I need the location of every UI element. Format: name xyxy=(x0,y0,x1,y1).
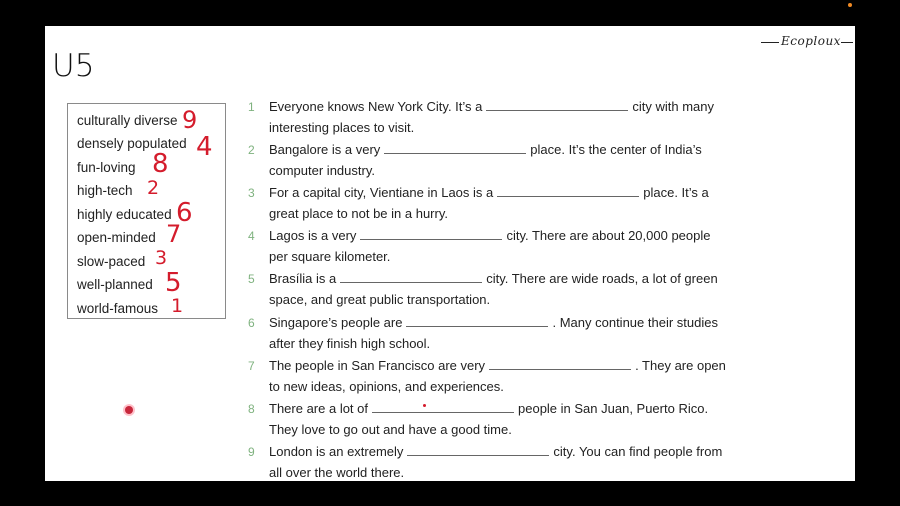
text-after: . Many continue their studies xyxy=(552,315,718,330)
handwritten-answer: 3 xyxy=(155,247,168,269)
word-bank-item xyxy=(77,207,172,222)
text-after: city. There are wide roads, a lot of green xyxy=(486,271,718,286)
text-after: city with many xyxy=(632,99,715,114)
handwritten-answer: 8 xyxy=(152,149,169,179)
item-line-1 xyxy=(269,358,726,373)
text-after: city. There are about 20,000 people xyxy=(506,228,711,243)
word-bank-item xyxy=(77,301,158,316)
answer-blank[interactable] xyxy=(486,100,628,111)
word-label: open-minded xyxy=(77,230,156,245)
text-after: people in San Juan, Puerto Rico. xyxy=(518,401,709,416)
item-line-2: after they finish high school. xyxy=(269,336,431,351)
text-before: Bangalore is a very xyxy=(269,142,381,157)
word-label: fun-loving xyxy=(77,160,136,175)
logo-line-left xyxy=(761,42,779,43)
item-number: 4 xyxy=(248,229,255,243)
item-line-2: computer industry. xyxy=(269,163,375,178)
logo-text: Ecoploux xyxy=(781,34,841,48)
text-after: city. You can find people from xyxy=(553,444,723,459)
item-number: 6 xyxy=(248,316,255,330)
answer-blank[interactable] xyxy=(406,316,548,327)
item-line-1 xyxy=(269,185,709,200)
answer-blank[interactable] xyxy=(407,445,549,456)
item-number: 2 xyxy=(248,143,255,157)
item-number: 5 xyxy=(248,272,255,286)
answer-blank[interactable] xyxy=(489,359,631,370)
handwritten-answer: 9 xyxy=(182,106,198,134)
item-line-2: interesting places to visit. xyxy=(269,120,415,135)
item-number: 9 xyxy=(248,445,255,459)
pointer-cursor xyxy=(125,406,133,414)
text-before: London is an extremely xyxy=(269,444,404,459)
logo-line-right xyxy=(841,42,853,43)
item-line-1 xyxy=(269,401,708,416)
word-bank-item xyxy=(77,113,178,128)
text-before: For a capital city, Vientiane in Laos is a xyxy=(269,185,494,200)
text-after: . They are open xyxy=(635,358,726,373)
word-bank-item xyxy=(77,277,153,292)
word-label: high-tech xyxy=(77,183,133,198)
unit-title: U5 xyxy=(52,48,95,84)
answer-blank[interactable] xyxy=(497,186,639,197)
item-line-1 xyxy=(269,228,711,243)
text-after: place. It’s a xyxy=(643,185,709,200)
item-line-1 xyxy=(269,142,702,157)
word-bank-item xyxy=(77,136,187,151)
word-label: world-famous xyxy=(77,301,159,316)
word-bank-item xyxy=(77,230,156,245)
annotation-dot xyxy=(423,404,426,407)
item-number: 8 xyxy=(248,402,255,416)
answer-blank[interactable] xyxy=(372,402,514,413)
word-bank-item xyxy=(77,254,145,269)
slide xyxy=(45,26,855,481)
text-before: The people in San Francisco are very xyxy=(269,358,486,373)
item-number: 7 xyxy=(248,359,255,373)
item-line-1 xyxy=(269,444,722,459)
text-after: place. It’s the center of India’s xyxy=(530,142,702,157)
handwritten-answer: 6 xyxy=(176,198,193,228)
item-line-1 xyxy=(269,315,718,330)
item-line-2: per square kilometer. xyxy=(269,249,391,264)
answer-blank[interactable] xyxy=(340,272,482,283)
item-line-1 xyxy=(269,271,718,286)
recording-indicator xyxy=(848,3,852,7)
handwritten-answer: 1 xyxy=(171,295,184,317)
item-line-2: great place to not be in a hurry. xyxy=(269,206,448,221)
answer-blank[interactable] xyxy=(384,143,526,154)
word-bank-item xyxy=(77,183,133,198)
handwritten-answer: 2 xyxy=(147,177,160,199)
word-label: highly educated xyxy=(77,207,172,222)
word-label: culturally diverse xyxy=(77,113,178,128)
word-label: well-planned xyxy=(77,277,153,292)
item-line-2: space, and great public transportation. xyxy=(269,292,491,307)
word-bank-item xyxy=(77,160,136,175)
item-line-1 xyxy=(269,99,714,114)
logo xyxy=(761,34,851,50)
word-label: densely populated xyxy=(77,136,187,151)
item-line-2: They love to go out and have a good time. xyxy=(269,422,512,437)
text-before: Brasília is a xyxy=(269,271,337,286)
handwritten-answer: 7 xyxy=(166,220,182,248)
handwritten-answer: 5 xyxy=(165,268,182,298)
text-before: Singapore’s people are xyxy=(269,315,403,330)
item-line-2: to new ideas, opinions, and experiences. xyxy=(269,379,504,394)
text-before: Everyone knows New York City. It’s a xyxy=(269,99,483,114)
item-number: 3 xyxy=(248,186,255,200)
item-line-2: all over the world there. xyxy=(269,465,405,480)
handwritten-answer: 4 xyxy=(196,132,213,162)
item-number: 1 xyxy=(248,100,255,114)
text-before: There are a lot of xyxy=(269,401,368,416)
answer-blank[interactable] xyxy=(360,229,502,240)
word-label: slow-paced xyxy=(77,254,146,269)
text-before: Lagos is a very xyxy=(269,228,357,243)
word-bank xyxy=(67,103,226,319)
